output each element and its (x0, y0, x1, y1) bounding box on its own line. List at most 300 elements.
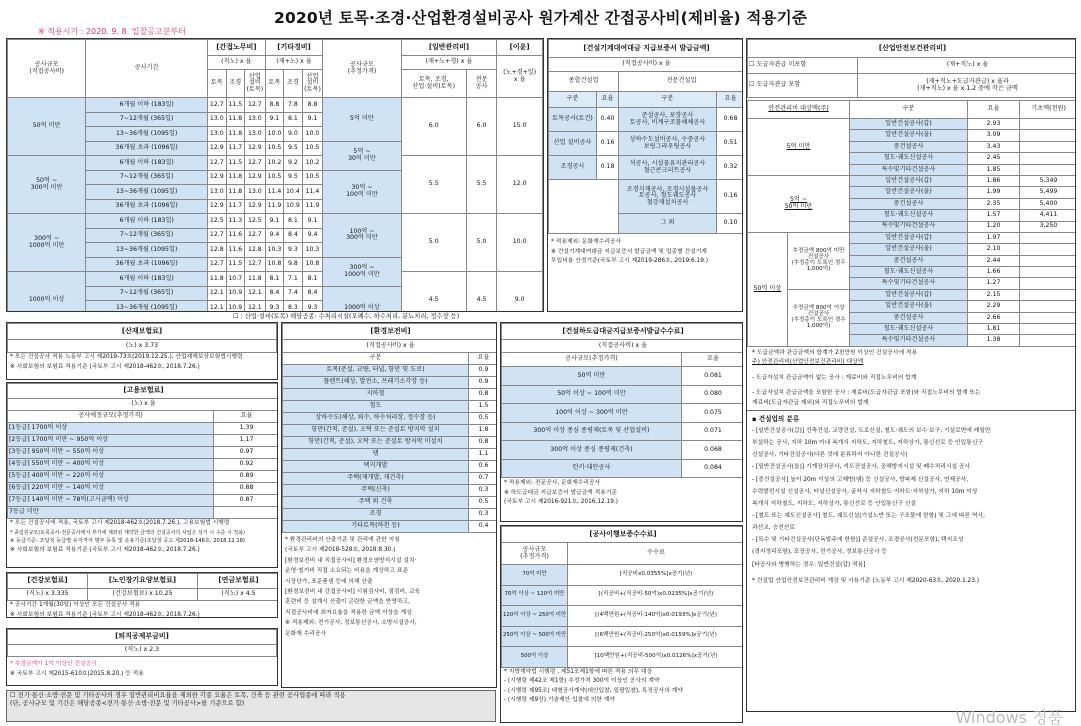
env-note: 직접공사비에 최저요율을 적용한 금액 이상을 계상 (285, 609, 412, 616)
scale-cell: 1000억 이상 (8, 272, 86, 313)
rate-cell: 12.9 (208, 141, 226, 156)
class-list (749, 425, 1073, 571)
rate-cell: 12.7 (245, 228, 266, 243)
safety-note: 재료비(도급자관급 제외)와 직접노무비의 합계 (752, 399, 869, 406)
safety-base (1020, 278, 1077, 289)
rate-cell: 11.8 (226, 112, 244, 127)
rate-cell: 13.0 (245, 127, 266, 142)
gua-scale: 500억 이상 (502, 647, 568, 668)
safety-base (1020, 232, 1077, 243)
rate-cell: 13.0 (208, 185, 226, 200)
rate-cell: 9.4 (302, 228, 323, 243)
gua-scale: 120억 이상 ~ 250억 미만 (502, 606, 568, 627)
safety-rate: 1.85 (968, 164, 1020, 175)
g-spec-cell: 5.0 (466, 214, 496, 272)
safety-scale: 5억 미만 (748, 119, 850, 176)
rate-cell: 10.8 (302, 257, 323, 272)
sub-scale: 50억 이상 ~ 100억 미만 (502, 385, 682, 404)
period-cell: 13~36개월 (1095일) (86, 127, 208, 142)
safety-rate: 2.35 (968, 198, 1020, 209)
g-scale-cell: 1000억 이상 (323, 286, 401, 312)
machine-cell: 0.51 (717, 132, 744, 156)
safety-rate: 1.66 (968, 267, 1020, 278)
class-item: 부설하는 공사, 지하 10m 이내 복개식 지하도, 지하철도, 지하상가, 통신선로 등 인입통신구 (752, 440, 984, 447)
safety-base (1020, 289, 1077, 300)
employment-grade: [3등급] 950억 미만 ~ 550억 이상 (8, 447, 214, 459)
machine-cell: 토목공사(토건) (549, 108, 597, 132)
employment-grade: [6등급] 220억 미만 ~ 140억 이상 (8, 483, 214, 495)
safety-rate: 1.57 (968, 210, 1020, 221)
class-item: 신설공사, 기타건설공사(다른 것에 분류하지 아니한 건설공사) (752, 452, 908, 459)
safety-rate: 2.44 (968, 255, 1020, 266)
rate-cell: 10.5 (302, 170, 323, 185)
profit-cell: 12.0 (497, 156, 543, 214)
env-type: 주택(재개발, 재건축) (283, 473, 469, 485)
machine-h2: 전문건설업 (619, 72, 744, 92)
env-type: 항만(간척, 준설), 오탁 또는 준설토 방지막 미설치 (283, 437, 469, 449)
safety-note: 주) 안전관리비(산업안전보건관리비) 대상액 (752, 359, 864, 366)
rate-cell: 9.1 (302, 112, 323, 127)
health-formula: (직노) x 3.335 (8, 589, 88, 601)
employment-rate: 0.88 (214, 483, 279, 495)
profit-formula: (노+경+일) x 율 (497, 56, 543, 98)
safety-base (1020, 335, 1077, 346)
retire-formula: (직노) x 2.3 (8, 645, 277, 657)
env-rate: 1.1 (469, 449, 498, 461)
safety-opt2: ☐ 도급자관급 포함 (748, 74, 858, 98)
env-rate: 0.9 (469, 377, 498, 389)
safety-rate: 3.09 (968, 130, 1020, 141)
scale-cell: 50억 ~ 300억 미만 (8, 156, 86, 214)
safety-rate: 2.15 (968, 289, 1020, 300)
employment-formula: (노) x 율 (8, 399, 279, 411)
employment-grade: 7등급 미만 (8, 507, 214, 519)
industrial-note: * 모든 건설공사 적용 노동부 고시 제2019-73호(2019.12.25.), 산업재해보상보험법시행령 (10, 354, 243, 360)
main-rate-panel (6, 38, 544, 312)
subcontract-table (501, 323, 743, 478)
safety-col: 안전관리비 대상액(주) (748, 101, 850, 119)
rate-cell: 10.0 (302, 127, 323, 142)
rate-cell: 11.3 (226, 214, 244, 229)
rate-cell: 13.0 (245, 185, 266, 200)
safety-final-note: * 건설업 산업안전보건관리비 계상 및 사용기준 (노동부 고시 제2020-63호, 2020.1.23.) (752, 577, 980, 584)
safety-rate: 2.29 (968, 301, 1020, 312)
rate-cell: 13.0 (245, 112, 266, 127)
windows-watermark: Windows 정품 (955, 708, 1063, 726)
employment-rate: 0.87 (214, 495, 279, 507)
safety-panel (746, 38, 1076, 712)
rate-cell: 8.8 (302, 98, 323, 113)
machine-note: ※ 건설기계대여대금 지급보증서 발급금액 및 업종별 건설기계 (551, 248, 707, 255)
safety-rate: 1.97 (968, 232, 1020, 243)
rate-cell: 12.1 (245, 286, 266, 301)
retire-panel (6, 628, 278, 686)
env-rate: 0.5 (469, 497, 498, 509)
safety-col: 기초액(천원) (1020, 101, 1077, 119)
health-table (7, 573, 278, 601)
rate-cell: 12.9 (208, 170, 226, 185)
safety-opt1-formula: (재+직노) x 율 (858, 58, 1077, 74)
employment-rate: 0.97 (214, 447, 279, 459)
env-formula: (직접공사비) x 율 (283, 340, 498, 353)
guarantee-panel (500, 525, 743, 723)
safety-col: 요율 (968, 101, 1020, 119)
employment-col: 공사예정규모(추정가격) (8, 411, 214, 423)
safety-base: 3,250 (1020, 221, 1077, 232)
machine-cell: 조경공사 (549, 156, 597, 180)
machine-cell: 0.32 (717, 156, 744, 180)
general-formula: (재+노+경) x 율 (401, 56, 497, 70)
safety-type: 철도·궤도신설공사 (850, 267, 968, 278)
rate-cell: 12.7 (245, 98, 266, 113)
rate-cell: 10.7 (226, 272, 244, 287)
page-title: 2020년 토목·조경·산업환경설비공사 원가계산 간접공사비(제비율) 적용기준 (273, 9, 808, 27)
gua-note: - (시행령 제95조) 대형공사계약(대안입찰, 일괄입찰), 특정공사의 계약 (504, 687, 683, 694)
rate-cell: 11.4 (265, 185, 283, 200)
gua-scale: 70억 미만 (502, 565, 568, 586)
env-note: [환경보전비 내 직접공사비] 환경오염방지시설 설치· (285, 557, 417, 564)
env-rate: 0.8 (469, 389, 498, 401)
rate-cell: 9.4 (265, 228, 283, 243)
safety-base: 5,499 (1020, 187, 1077, 198)
g-spec-cell: 4.5 (466, 272, 496, 313)
safety-base (1020, 301, 1077, 312)
col-scale-header: 공사규모 (직접공사비) (8, 40, 86, 98)
employment-rate: 0.89 (214, 471, 279, 483)
safety-type: 일반건설공사(갑) (850, 175, 968, 186)
rate-cell: 10.2 (265, 156, 283, 171)
rate-cell: 11.5 (226, 257, 244, 272)
env-type: 주택(신축) (283, 485, 469, 497)
rate-cell: 8.1 (302, 272, 323, 287)
machine-cell: 0.18 (597, 156, 619, 180)
gua-note: - (시행령 제9장) 기술제안 입찰에 의한 계약 (504, 697, 615, 704)
rate-cell: 9.8 (284, 257, 302, 272)
env-rate: 1.8 (469, 425, 498, 437)
employment-col: 요율 (214, 411, 279, 423)
machine-note: 투입비율 산정기준(국토부 고시 제2019-286호, 2019.6.19.) (551, 258, 708, 265)
rate-cell: 10.0 (265, 127, 283, 142)
safety-type: 일반건설공사(을) (850, 301, 968, 312)
safety-base: 4,411 (1020, 210, 1077, 221)
machine-cell: 0.16 (597, 132, 619, 156)
gua-fee: [(6백만원+(직공비-250억)x0.0159%]x공기(년) (568, 626, 744, 647)
safety-opt1: ☐ 도급자관급 미포함 (748, 58, 858, 74)
employment-note: * 모든 건설공사에 적용, 국토부 고시 제2018-462호(2018.7.26.), 고용보험법 시행령 (10, 520, 230, 526)
safety-type: 일반건설공사(갑) (850, 119, 968, 130)
safety-type: 특수및기타건설공사 (850, 221, 968, 232)
sub-formula: (직접공사비) x 율 (502, 340, 744, 353)
employment-note: ※ 사회보험의 보험료 적용기준 (국토부 고시 제2018-462호, 2018.7.26.) (10, 546, 200, 553)
safety-base (1020, 130, 1077, 141)
safety-type: 특수및기타건설공사 (850, 335, 968, 346)
gua-fee: [(4백만원+(직공비-140억)x0.0193%]x공기(년) (568, 606, 744, 627)
rate-cell: 7.4 (284, 286, 302, 301)
sub-col: 공사규모(추정가격) (502, 353, 682, 367)
machine-cell: 0.16 (717, 180, 744, 214)
g-scale-cell: 5억 ~ 30억 미만 (323, 141, 401, 170)
rate-cell: 9.0 (284, 127, 302, 142)
rate-cell: 10.2 (302, 156, 323, 171)
rate-cell: 12.8 (208, 243, 226, 258)
employment-title: [고용보험료] (8, 384, 279, 399)
longterm-title: [노인장기요양보험료] (88, 574, 198, 589)
machine-cell: 0.40 (597, 108, 619, 132)
rate-cell: 10.8 (265, 257, 283, 272)
class-item: 복개식 지하철도, 지하도, 지하상가, 통신선로 등 인입통신구 신설 (752, 500, 917, 507)
rate-cell: 10.5 (265, 170, 283, 185)
class-item: - [중건설공사] 높이 20m 이상의 고제방(댐) 등 신설공사, 방파제 신설공사, 언제공사, (752, 476, 969, 483)
gua-scale: 70억 이상 ~ 120억 미만 (502, 585, 568, 606)
employment-grade: [1등급] 1700억 이상 (8, 423, 214, 435)
gua-fee: [(직공비+(직공비-50억)x0.0235%]x공기(년) (568, 585, 744, 606)
employment-rate (214, 507, 279, 519)
indirect-labor-header: [간접노무비] (208, 40, 266, 56)
env-type: 조경 (283, 509, 469, 521)
safety-type: 일반건설공사(을) (850, 130, 968, 141)
rate-cell: 12.8 (245, 243, 266, 258)
sub-note: * 적용제외: 전문공사, 문화재수리공사 (504, 480, 601, 486)
pension-title: [연금보험료] (198, 574, 279, 589)
safety-base (1020, 255, 1077, 266)
rate-cell: 11.5 (226, 156, 244, 171)
industrial-note: ※ 사회보험의 보험료 적용기준 (국토부 고시 제2018-462호, 2018.7.26.) (10, 363, 200, 370)
rate-cell: 11.7 (226, 199, 244, 214)
safety-type: 특수및기타건설공사 (850, 164, 968, 175)
rate-cell: 7.8 (284, 98, 302, 113)
class-title: ▪ 건설업의 분류 (752, 415, 800, 424)
rate-cell: 11.8 (208, 272, 226, 287)
employment-rate: 1.39 (214, 423, 279, 435)
rate-cell: 11.6 (226, 228, 244, 243)
main-rate-table (7, 39, 543, 312)
sub-col: 요율 (682, 353, 744, 367)
gua-note: * 지방계약법 시행령 , 제51조제1항에 따른 적용 의무 대상 (504, 668, 653, 675)
rate-cell: 11.9 (302, 199, 323, 214)
rate-cell: 11.8 (226, 170, 244, 185)
period-cell: 6개월 이하 (183일) (86, 214, 208, 229)
rate-cell: 10.3 (265, 243, 283, 258)
rate-cell: 11.8 (245, 272, 266, 287)
safety-opt2-formula1: (재+직노+도급자관급) x 율과 (926, 78, 1009, 85)
other-exp-formula: (재+노) x 율 (265, 56, 323, 70)
safety-base (1020, 244, 1077, 255)
rate-cell: 9.3 (265, 301, 283, 313)
rate-cell: 11.5 (226, 98, 244, 113)
profit-header: [이윤] (497, 40, 543, 56)
rate-cell: 11.8 (226, 127, 244, 142)
machine-cell: 조경식재공사, 조경시설물공사 토공사, 철도궤도공사 철강재설치공사 (619, 180, 717, 214)
hp-note: ※ 사회보험의 보험료 적용기준 (국토부 고시 제2018-462호, 2018.7.26.) (10, 611, 200, 618)
safety-rate: 2.45 (968, 153, 1020, 164)
other-expense-header: [기타경비] (265, 40, 323, 56)
machine-cell: 그 외 (619, 214, 717, 234)
period-cell: 7~12개월 (365일) (86, 228, 208, 243)
employment-grade: [7등급] 140억 미만 ~ 78억(고시금액) 이상 (8, 495, 214, 507)
safety-base (1020, 153, 1077, 164)
rate-cell: 8.1 (284, 112, 302, 127)
rate-cell: 12.7 (208, 98, 226, 113)
pension-formula: (직노) x 4.5 (198, 589, 279, 601)
machine-col: 요율 (717, 92, 744, 108)
g-civil-cell: 5.0 (401, 214, 466, 272)
rate-cell: 9.3 (284, 243, 302, 258)
env-rate: 0.4 (469, 521, 498, 533)
col-period-header: 공사기간 (86, 40, 208, 98)
rate-cell: 12.7 (208, 156, 226, 171)
machine-note: * 적용제외: 문화재수리공사 (551, 239, 622, 245)
rate-cell: 12.7 (208, 257, 226, 272)
profit-cell: 10.0 (497, 214, 543, 272)
class-item: 수력발전시설 신설공사, 터널신설공사, 굴착식 지하철도·지하도·지하상가, 지하 10m 이상 (752, 488, 978, 495)
env-rate: 0.8 (469, 437, 498, 449)
machine-col: 구분 (619, 92, 717, 108)
period-cell: 7~12개월 (365일) (86, 112, 208, 127)
rate-cell: 8.3 (284, 301, 302, 313)
safety-col: 구분 (850, 101, 968, 119)
period-cell: 13~36개월 (1095일) (86, 243, 208, 258)
rate-cell: 11.7 (226, 141, 244, 156)
sub-note: (국토부 고시 제2016-921호, 2016.12.19.) (504, 499, 619, 506)
period-cell: 6개월 이하 (183일) (86, 98, 208, 113)
environment-table (282, 323, 497, 533)
class-item: (경지정리포함), 포장공사, 전기공사, 정보통신공사 등 (752, 549, 888, 556)
machine-col: 구분 (549, 92, 597, 108)
machine-cell: 석공사, 시설물유지관리공사 철근콘크리트공사 (619, 156, 717, 180)
industrial-title: [산재보험료] (8, 324, 277, 340)
scale-cell: 300억 ~ 1000억 미만 (8, 214, 86, 272)
machine-cell: 준설공사, 포장공사 토공사, 비계구조물해체공사 (619, 108, 717, 132)
safety-title: [산업안전보건관리비] (748, 40, 1077, 58)
safety-base (1020, 267, 1077, 278)
rate-cell: 12.9 (208, 199, 226, 214)
safety-base (1020, 312, 1077, 323)
rate-cell: 11.4 (302, 185, 323, 200)
indirect-labor-formula: (직노) x 율 (208, 56, 266, 70)
env-rate: 1.5 (469, 401, 498, 413)
rate-cell: 9.5 (284, 170, 302, 185)
machine-h1: 종합건설업 (549, 72, 619, 92)
env-rate: 0.3 (469, 485, 498, 497)
sub-rate: 0.084 (682, 459, 744, 478)
hp-note: * 공사기간 1개월(30일) 이상인 모든 건설공사 적용 (10, 602, 141, 608)
rate-cell: 8.4 (284, 228, 302, 243)
period-cell: 6개월 이하 (183일) (86, 272, 208, 287)
longterm-formula: (건강보험료) x 10.25 (88, 589, 198, 601)
safety-rate: 2.10 (968, 244, 1020, 255)
env-rate: 0.9 (469, 365, 498, 377)
safety-rate: 1.81 (968, 324, 1020, 335)
rate-cell: 12.1 (208, 301, 226, 313)
rate-cell: 11.9 (265, 199, 283, 214)
safety-type: 철도·궤도신설공사 (850, 153, 968, 164)
class-item: 과선교, 승전선로 (752, 525, 795, 532)
sub-plant: 산업 설비 (토목) (302, 70, 323, 98)
env-note: (국토부 고시 제2018-528호, 2018.8.30.) (285, 547, 396, 554)
safety-header-table (747, 39, 1076, 98)
rate-cell: 9.1 (265, 112, 283, 127)
safety-rate: 3.43 (968, 141, 1020, 152)
class-item: [타공사와 병행하는 경우: 일반건설(갑) 적용] (752, 561, 866, 568)
sub-note: ※ 하도급대금 지급보증서 발급금액 적용기준 (504, 489, 618, 496)
employment-rate: 1.17 (214, 435, 279, 447)
env-note: ※ 적용제외: 전기공사, 정보통신공사, 소방시설공사, (285, 620, 417, 627)
safety-base (1020, 324, 1077, 335)
env-note: 운영·철거비 직접 소요되는 비용을 계상하고 표준 (285, 568, 409, 575)
sub-scale: 턴키·대안공사 (502, 459, 682, 478)
rate-cell: 8.1 (265, 272, 283, 287)
g-civil-cell: 5.5 (401, 156, 466, 214)
sub-scale: 300억 이상 종심 종평제(건축) (502, 441, 682, 460)
class-item: - [일반건설공사(을)] 기계장치공사, 석도건설공사, 공해방지시설 및 폐수처리시설 공사 (752, 464, 971, 471)
safety-note: - 도급자설치 관급금액이 없는 공사 : 재료비와 직접노무비의 합계 (752, 374, 917, 381)
safety-type: 철도·궤도신설공사 (850, 324, 968, 335)
profit-cell: 15.0 (497, 98, 543, 156)
g-scale-cell: 100억 ~ 300억 미만 (323, 214, 401, 258)
safety-rate: 1.27 (968, 278, 1020, 289)
rate-cell: 10.9 (226, 286, 244, 301)
env-rate: 0.5 (469, 413, 498, 425)
scale-cell: 50억 미만 (8, 98, 86, 156)
machine-cell: 0.68 (717, 108, 744, 132)
employment-table (7, 383, 278, 519)
rate-cell: 12.1 (208, 286, 226, 301)
rate-cell: 13.0 (208, 127, 226, 142)
machine-cell: 0.10 (717, 214, 744, 234)
period-cell: 36개월 초과 (1096일) (86, 257, 208, 272)
gua-fee: [10백만원+(직공비-500억)x0.0126%]x공기(년) (568, 647, 744, 668)
safety-note: * 도급금액과 관급금액의 합계가 2천만원 이상인 건설공사에 적용 (752, 349, 918, 356)
sub-civil: 토목 (265, 70, 283, 98)
env-type: 항만(간척, 준설), 오탁 또는 준설토 방지막 설치 (283, 425, 469, 437)
safety-scale: 50억 이상 (748, 232, 788, 346)
safety-rate: 2.93 (968, 119, 1020, 130)
industrial-table (7, 323, 277, 353)
gua-scale: 250억 이상 ~ 500억 미만 (502, 626, 568, 647)
gua-col: 공사규모 (추정가격) (502, 543, 568, 565)
class-item: - [일반건설공사(갑)] 건축건설, 교량건설, 도로신설, 철도·궤도의 보수·보구, 기설로면에 레일만 (752, 428, 991, 435)
gua-col: 수수료 (568, 543, 744, 565)
general-sub2: 전문 공사 (466, 70, 496, 98)
rate-cell: 8.1 (284, 214, 302, 229)
safety-type: 중건설공사 (850, 255, 968, 266)
rate-cell: 9.2 (284, 156, 302, 171)
safety-type: 특수및기타건설공사 (850, 278, 968, 289)
safety-base: 5,349 (1020, 175, 1077, 186)
rate-cell: 10.5 (302, 141, 323, 156)
sub-title: [건설하도급대금지급보증서발급수수료] (502, 324, 744, 340)
safety-sub: 추정금액 800억 이상 건설공사 (추정총이 도록인 경우 1,000억) (788, 289, 850, 346)
rate-cell: 10.9 (284, 199, 302, 214)
sub-rate: 0.081 (682, 367, 744, 386)
sub-rate: 0.080 (682, 385, 744, 404)
general-header: [일반관리비] (401, 40, 497, 56)
safety-opt2-formula2: (재+직노) x 율 x 1.2 중에 작은 금액 (917, 84, 1018, 92)
env-type: 주택 외 건축 (283, 497, 469, 509)
safety-sub: 추정금액 800억 미만 건설공사 (추정총이 도록인 경우 1,000억) (788, 232, 850, 289)
main-legend: ☐ : 산업·설비(토목) 해당공종: 수처리시설(오폐수, 하수처리, 분뇨처리, 정수장 등) (233, 313, 460, 320)
employment-note: ※ 등급기준: 조달청 등급별 유자격자 명부 등록 및 운용기준(조달청 공고 제2018-146호, 2018.12.18) (10, 538, 245, 545)
g-scale-cell: 30억 ~ 100억 미만 (323, 170, 401, 214)
safety-rate: 2.66 (968, 312, 1020, 323)
safety-type: 일반건설공사(갑) (850, 289, 968, 300)
rate-cell: 10.3 (302, 243, 323, 258)
machine-col: 요율 (597, 92, 619, 108)
env-note: 시장단가, 표준품셈 등에 의해 산출 (285, 578, 373, 585)
rate-cell: 12.9 (245, 170, 266, 185)
env-note: * 환경관리비의 산출기준 및 관리에 관한 지침 (285, 537, 400, 543)
gua-fee: [직공비x0.0355%]x공기(년) (568, 565, 744, 586)
